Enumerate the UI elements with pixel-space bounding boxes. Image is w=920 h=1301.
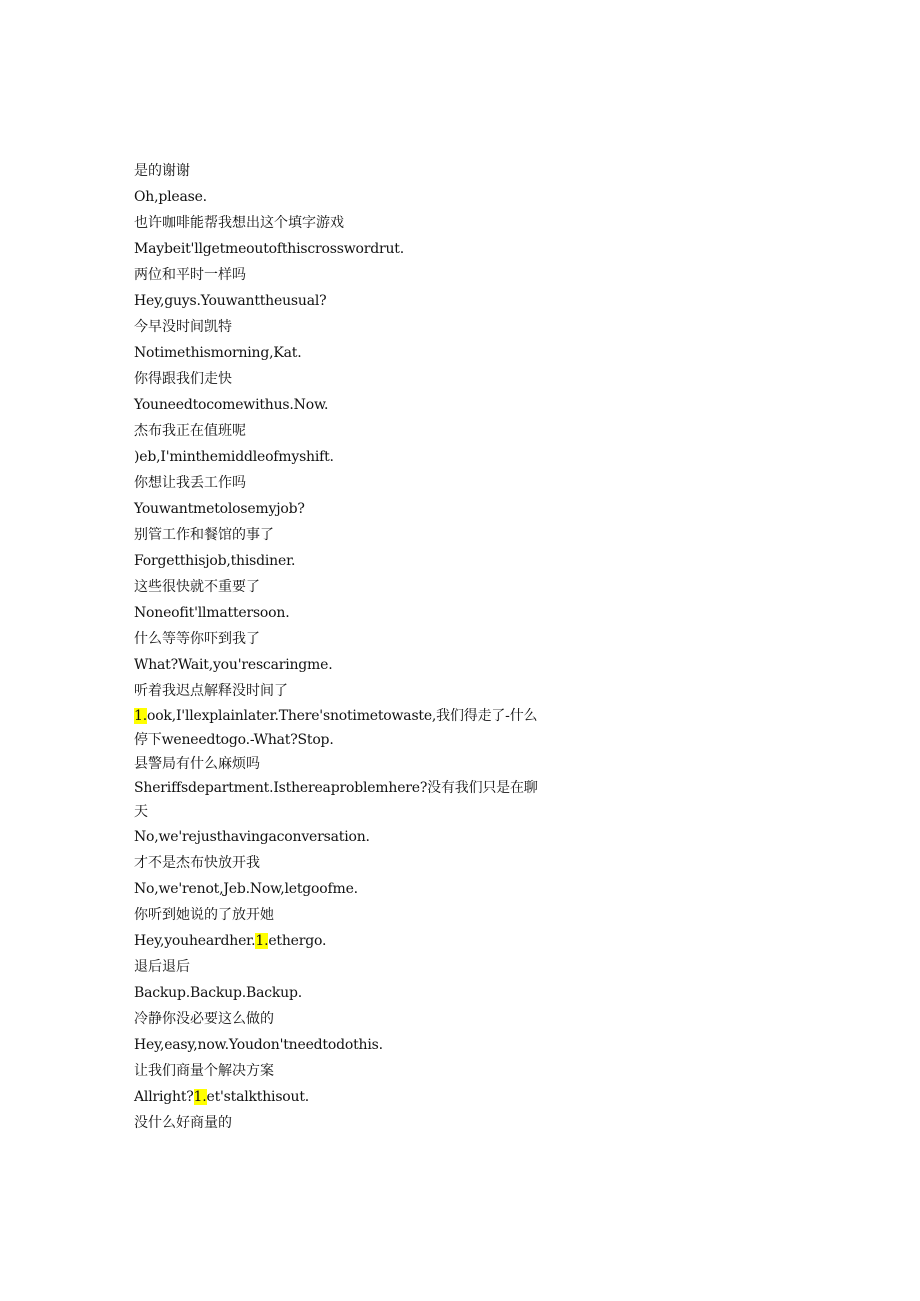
text-line: 别管工作和餐馆的事了 [134, 527, 274, 543]
text-line: 停下weneedtogo.-What?Stop. [134, 732, 334, 748]
text-line: )eb,I'minthemiddleofmyshift. [134, 449, 334, 465]
text-line [134, 1084, 554, 1110]
text-line: Youneedtocomewithus.Now. [134, 397, 329, 413]
text-span: ethergo. [268, 933, 327, 949]
text-span: et'stalkthisout. [206, 1089, 310, 1105]
text-line: 听着我迟点解释没时间了 [134, 683, 288, 699]
text-line: Backup.Backup.Backup. [134, 985, 302, 1001]
text-line: 才不是杰布快放开我 [134, 855, 260, 871]
text-line: No,we'rejusthavingaconversation. [134, 829, 370, 845]
highlight-mark: 1. [255, 933, 269, 949]
text-line: Notimethismorning,Kat. [134, 345, 302, 361]
text-line: 你得跟我们走快 [134, 371, 232, 387]
text-line: Oh,please. [134, 189, 207, 205]
text-line: 是的谢谢 [134, 163, 190, 179]
text-line: 你听到她说的了放开她 [134, 907, 274, 923]
highlight-mark: 1. [193, 1089, 207, 1105]
text-line: 两位和平时一样吗 [134, 267, 246, 283]
text-line: No,we'renot,Jeb.Now,letgoofme. [134, 881, 358, 897]
text-line: Forgetthisjob,thisdiner. [134, 553, 296, 569]
text-line: What?Wait,you'rescaringme. [134, 657, 333, 673]
text-line: 天 [134, 804, 148, 820]
text-line: 退后退后 [134, 959, 190, 975]
text-line: Sheriffsdepartment.Isthereaproblemhere?没有我们只是在聊 [134, 780, 538, 796]
transcript-body [134, 158, 554, 1136]
text-line: 你想让我丢工作吗 [134, 475, 246, 491]
text-line: Hey,easy,now.Youdon'tneedtodothis. [134, 1037, 383, 1053]
text-line: Maybeit'llgetmeoutofthiscrosswordrut. [134, 241, 404, 257]
text-line: 让我们商量个解决方案 [134, 1063, 274, 1079]
text-line: 这些很快就不重要了 [134, 579, 260, 595]
text-line: 今早没时间凯特 [134, 319, 232, 335]
text-line: 杰布我正在值班呢 [134, 423, 246, 439]
text-line [134, 704, 554, 728]
text-line: 县警局有什么麻烦吗 [134, 756, 260, 772]
text-line: Youwantmetolosemyjob? [134, 501, 305, 517]
text-line: 没什么好商量的 [134, 1115, 232, 1131]
text-line: 也许咖啡能帮我想出这个填字游戏 [134, 215, 344, 231]
text-line: Hey,guys.Youwanttheusual? [134, 293, 327, 309]
text-line [134, 928, 554, 954]
text-line: Noneofit'llmattersoon. [134, 605, 290, 621]
text-span: Hey,youheardher. [134, 933, 256, 949]
text-span: ook,I'llexplainlater.There'snotimetowaste,我们得走了-什么 [146, 708, 538, 724]
text-line: 冷静你没必要这么做的 [134, 1011, 274, 1027]
highlight-mark: 1. [134, 708, 147, 724]
text-span: Allright? [134, 1089, 194, 1105]
text-line: 什么等等你吓到我了 [134, 631, 260, 647]
